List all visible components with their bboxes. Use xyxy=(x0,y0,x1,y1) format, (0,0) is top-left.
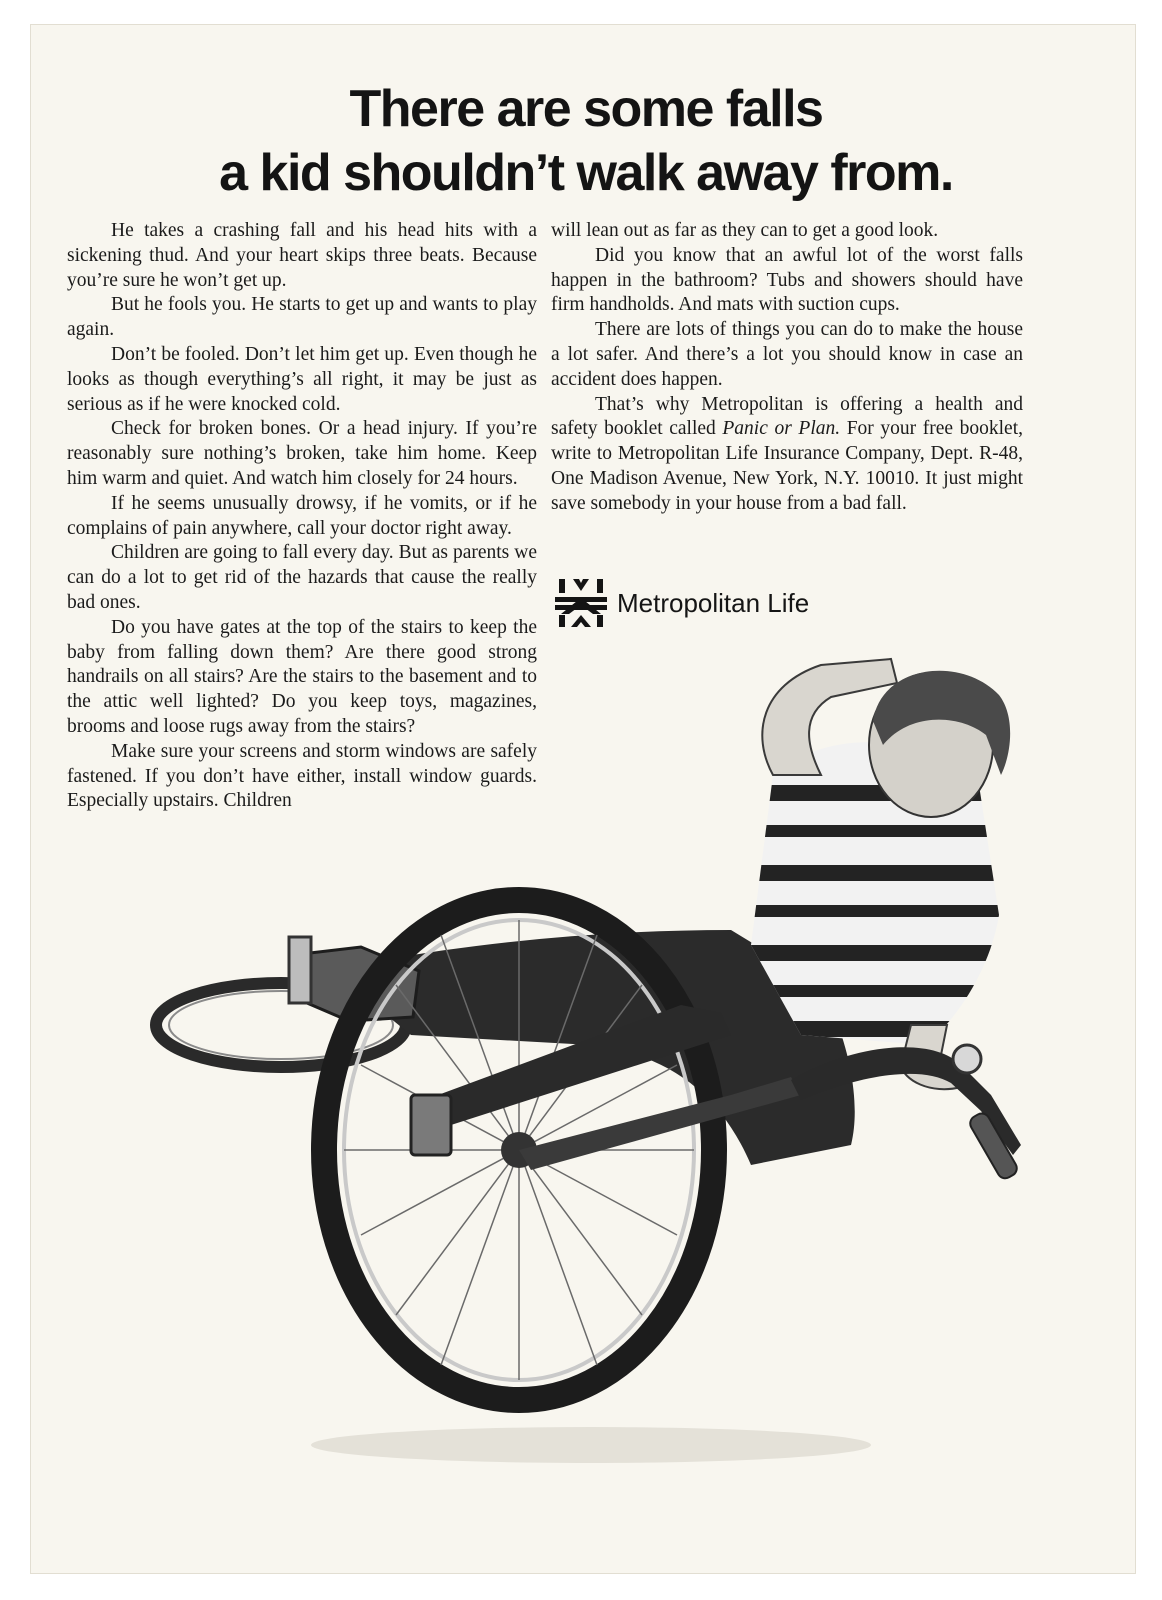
paragraph: But he fools you. He starts to get up and wants to play again. xyxy=(67,294,537,341)
booklet-title: Panic or Plan. xyxy=(722,418,841,440)
logo-name: Metropolitan Life xyxy=(617,587,810,618)
paragraph: Check for broken bones. Or a head injury. If you’re reasonably sure nothing’s broken, take him home. Keep him warm and quiet. And watch him closely for 24 hours. xyxy=(67,418,537,489)
paragraph: There are lots of things you can do to make the house a lot safer. And there’s a lot you should know in case an accident does happen. xyxy=(551,319,1023,390)
bicycle-bell-icon xyxy=(953,1045,981,1073)
advertisement-page xyxy=(30,24,1136,1574)
offer-address: For your free booklet, write to Metropolitan Life Insurance Company, Dept. R-48, One Madison Avenue, New York, N.Y. 10010. It just might save somebody in your house from a bad fall. xyxy=(551,418,1023,514)
paragraph-continuation: will lean out as far as they can to get a good look. xyxy=(551,220,939,241)
offer-text: That’s why Metropolitan is offering a health and safety booklet called xyxy=(551,393,1023,440)
company-logo xyxy=(553,573,809,633)
paragraph: Do you have gates at the top of the stairs to keep the baby from falling down them? Are there good strong handrails on all stairs? Are the stairs to the basement and to the attic well lighted? Do you keep toys, magazines, brooms and loose rugs away from the stairs? xyxy=(67,616,537,737)
pedal-icon xyxy=(289,937,311,1003)
paragraph: If he seems unusually drowsy, if he vomits, or if he complains of pain anywhere, call your doctor right away. xyxy=(67,492,537,539)
boy-fallen-off-bicycle-photo xyxy=(31,625,1135,1565)
paragraph: Don’t be fooled. Don’t let him get up. Even though he looks as though everything’s all right, it may be just as serious as if he were knocked cold. xyxy=(67,343,537,415)
paragraph: He takes a crashing fall and his head hits with a sickening thud. And your heart skips three beats. Because you’re sure he won’t get up. xyxy=(67,220,537,291)
paragraph: Make sure your screens and storm windows are safely fastened. If you don’t have either, install window guards. Especially upstairs. Children xyxy=(67,740,537,812)
paragraph: Did you know that an awful lot of the worst falls happen in the bathroom? Tubs and showers should have firm handholds. And mats with suction cups. xyxy=(551,244,1023,316)
headline-line-2: a kid shouldn’t walk away from. xyxy=(219,144,953,202)
headline-line-1: There are some falls xyxy=(349,80,823,138)
paragraph: Children are going to fall every day. But as parents we can do a lot to get rid of the hazards that cause the really bad ones. xyxy=(67,542,537,613)
paragraph-booklet-offer xyxy=(551,393,1023,517)
metropolitan-life-star-logo-icon xyxy=(553,575,609,631)
body-column-right xyxy=(551,219,1023,517)
headline xyxy=(91,77,1081,205)
